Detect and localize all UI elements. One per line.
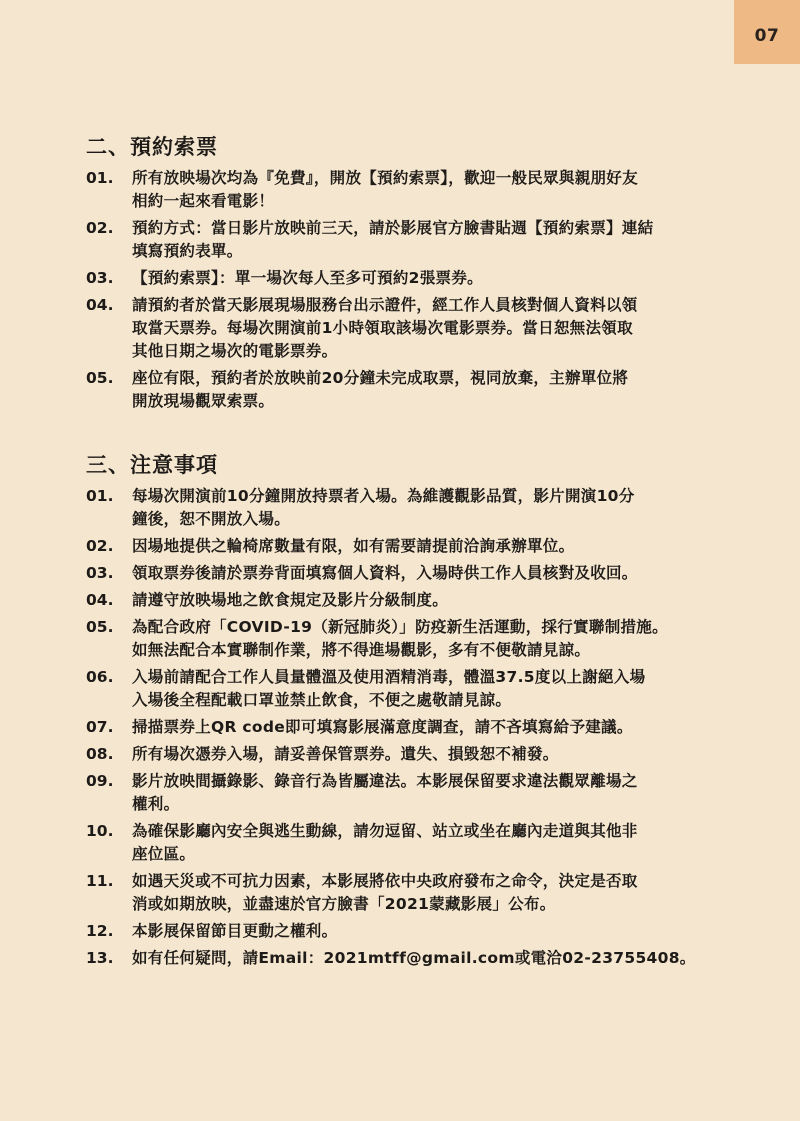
list-item bbox=[86, 820, 726, 866]
item-text-line: 座位區。 bbox=[132, 845, 196, 863]
item-text-line: 如有任何疑問，請Email：2021mtff@gmail.com或電洽02-23755408。 bbox=[132, 949, 696, 967]
item-number: 13. bbox=[86, 949, 114, 967]
item-number: 09. bbox=[86, 772, 114, 790]
item-text-line: 如無法配合本實聯制作業，將不得進場觀影，多有不便敬請見諒。 bbox=[132, 641, 591, 659]
section-title: 三、注意事項 bbox=[86, 453, 218, 477]
item-number: 05. bbox=[86, 369, 114, 387]
item-text-line: 權利。 bbox=[132, 795, 180, 813]
list-item bbox=[86, 589, 726, 612]
item-text-line: 所有放映場次均為『免費』，開放【預約索票】，歡迎一般民眾與親朋好友 bbox=[132, 169, 638, 187]
item-text bbox=[132, 870, 726, 916]
item-text-line: 座位有限，預約者於放映前20分鐘未完成取票，視同放棄，主辦單位將 bbox=[132, 369, 629, 387]
list-item bbox=[86, 267, 726, 290]
item-text bbox=[132, 562, 726, 585]
item-number: 04. bbox=[86, 296, 114, 314]
item-number: 06. bbox=[86, 668, 114, 686]
item-text-line: 為配合政府「COVID-19（新冠肺炎）」防疫新生活運動，採行實聯制措施。 bbox=[132, 618, 668, 636]
list-item bbox=[86, 562, 726, 585]
item-text bbox=[132, 666, 726, 712]
item-text bbox=[132, 485, 726, 531]
item-list bbox=[86, 485, 726, 970]
item-text-line: 入場後全程配載口罩並禁止飲食，不便之處敬請見諒。 bbox=[132, 691, 512, 709]
item-text-line: 相約一起來看電影！ bbox=[132, 192, 275, 210]
item-text-line: 消或如期放映，並盡速於官方臉書「2021蒙藏影展」公布。 bbox=[132, 895, 556, 913]
section-notices bbox=[86, 449, 726, 970]
item-text-line: 本影展保留節目更動之權利。 bbox=[132, 922, 338, 940]
item-text-line: 入場前請配合工作人員量體溫及使用酒精消毒，體溫37.5度以上謝絕入場 bbox=[132, 668, 646, 686]
list-item bbox=[86, 367, 726, 413]
item-text bbox=[132, 535, 726, 558]
item-number: 01. bbox=[86, 169, 114, 187]
item-list bbox=[86, 167, 726, 413]
list-item bbox=[86, 294, 726, 363]
section-title: 二、預約索票 bbox=[86, 135, 218, 159]
list-item bbox=[86, 535, 726, 558]
item-text-line: 請遵守放映場地之飲食規定及影片分級制度。 bbox=[132, 591, 449, 609]
item-text bbox=[132, 616, 726, 662]
item-text bbox=[132, 367, 726, 413]
item-number: 02. bbox=[86, 537, 114, 555]
item-text bbox=[132, 589, 726, 612]
item-text bbox=[132, 743, 726, 766]
item-number: 03. bbox=[86, 269, 114, 287]
item-text-line: 領取票券後請於票券背面填寫個人資料，入場時供工作人員核對及收回。 bbox=[132, 564, 638, 582]
item-number: 02. bbox=[86, 219, 114, 237]
item-number: 10. bbox=[86, 822, 114, 840]
item-text bbox=[132, 294, 726, 363]
section-reservation bbox=[86, 131, 726, 413]
list-item bbox=[86, 616, 726, 662]
item-text-line: 其他日期之場次的電影票券。 bbox=[132, 342, 338, 360]
item-number: 11. bbox=[86, 872, 114, 890]
item-text bbox=[132, 267, 726, 290]
item-text bbox=[132, 716, 726, 739]
item-text bbox=[132, 770, 726, 816]
item-number: 03. bbox=[86, 564, 114, 582]
item-number: 12. bbox=[86, 922, 114, 940]
list-item bbox=[86, 167, 726, 213]
item-number: 07. bbox=[86, 718, 114, 736]
item-text bbox=[132, 217, 726, 263]
item-text bbox=[132, 820, 726, 866]
item-text-line: 為確保影廳內安全與逃生動線，請勿逗留、站立或坐在廳內走道與其他非 bbox=[132, 822, 638, 840]
item-text bbox=[132, 920, 726, 943]
item-text-line: 開放現場觀眾索票。 bbox=[132, 392, 275, 410]
list-item bbox=[86, 485, 726, 531]
list-item bbox=[86, 770, 726, 816]
item-text-line: 影片放映間攝錄影、錄音行為皆屬違法。本影展保留要求違法觀眾離場之 bbox=[132, 772, 638, 790]
item-number: 05. bbox=[86, 618, 114, 636]
page-number: 07 bbox=[754, 26, 780, 46]
item-text-line: 鐘後，恕不開放入場。 bbox=[132, 510, 291, 528]
item-text-line: 請預約者於當天影展現場服務台出示證件，經工作人員核對個人資料以領 bbox=[132, 296, 638, 314]
page-number-tab bbox=[734, 0, 800, 64]
item-text-line: 所有場次憑券入場，請妥善保管票券。遺失、損毀恕不補發。 bbox=[132, 745, 559, 763]
item-text-line: 填寫預約表單。 bbox=[132, 242, 243, 260]
item-number: 04. bbox=[86, 591, 114, 609]
list-item bbox=[86, 217, 726, 263]
item-text-line: 每場次開演前10分鐘開放持票者入場。為維護觀影品質，影片開演10分 bbox=[132, 487, 635, 505]
item-text bbox=[132, 947, 726, 970]
list-item bbox=[86, 743, 726, 766]
item-text-line: 【預約索票】：單一場次每人至多可預約2張票券。 bbox=[132, 269, 483, 287]
list-item bbox=[86, 920, 726, 943]
list-item bbox=[86, 947, 726, 970]
item-text-line: 掃描票券上QR code即可填寫影展滿意度調查，請不吝填寫給予建議。 bbox=[132, 718, 633, 736]
item-text-line: 取當天票券。每場次開演前1小時領取該場次電影票券。當日恕無法領取 bbox=[132, 319, 633, 337]
item-text bbox=[132, 167, 726, 213]
item-text-line: 如遇天災或不可抗力因素，本影展將依中央政府發布之命令，決定是否取 bbox=[132, 872, 638, 890]
item-number: 01. bbox=[86, 487, 114, 505]
item-text-line: 預約方式：當日影片放映前三天，請於影展官方臉書貼週【預約索票】連結 bbox=[132, 219, 654, 237]
list-item bbox=[86, 666, 726, 712]
item-text-line: 因場地提供之輪椅席數量有限，如有需要請提前洽詢承辦單位。 bbox=[132, 537, 575, 555]
list-item bbox=[86, 870, 726, 916]
document-body bbox=[86, 131, 726, 974]
item-number: 08. bbox=[86, 745, 114, 763]
list-item bbox=[86, 716, 726, 739]
